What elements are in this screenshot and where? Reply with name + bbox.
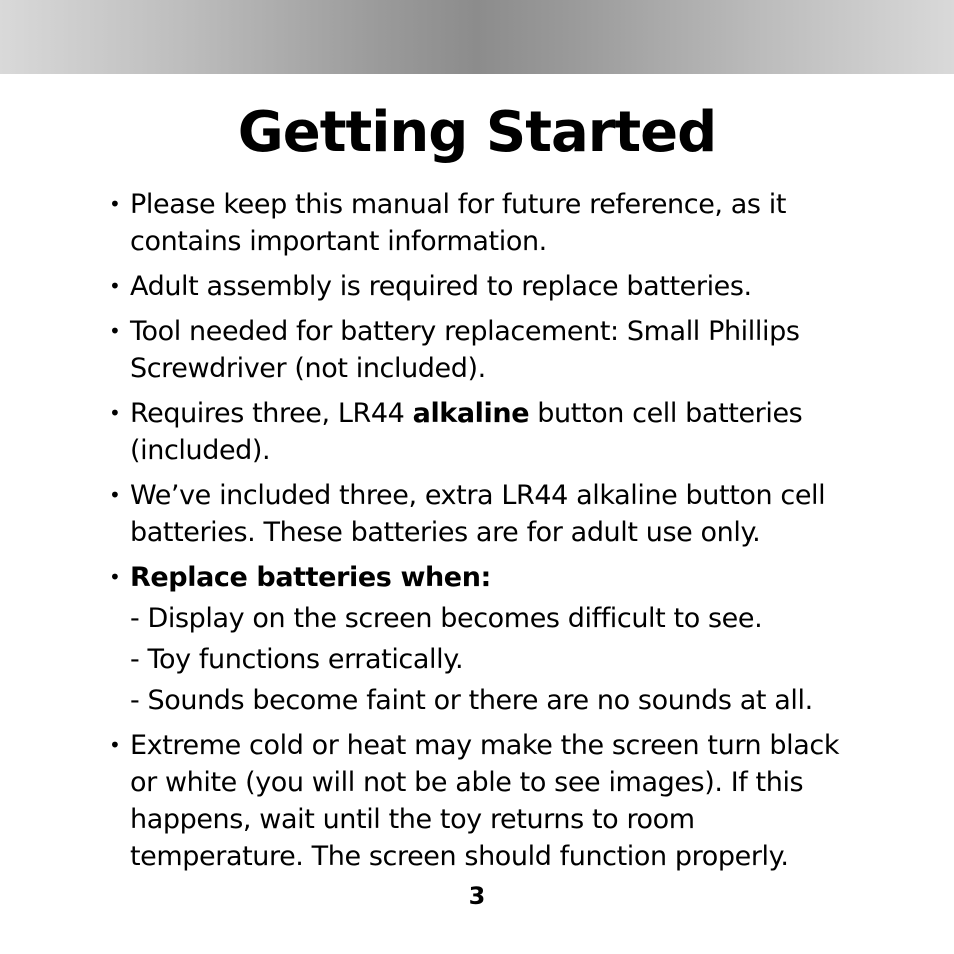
bullet-dot: •	[109, 401, 121, 425]
bullet-text: Extreme cold or heat may make the screen turn black or white (you will not be able to see images). If this happens, wait until the toy returns to room temperature. The screen should function properly.	[130, 730, 840, 872]
bullet-dot: •	[109, 319, 121, 343]
sub-item: - Toy functions erratically.	[130, 644, 464, 675]
header-gradient-bar	[0, 0, 954, 74]
bullet-dot: •	[109, 192, 121, 216]
bullet-list	[106, 186, 856, 883]
page-number: 3	[468, 882, 486, 910]
bullet-text: Tool needed for battery replacement: Small Phillips Screwdriver (not included).	[130, 316, 800, 384]
bullet-text: Please keep this manual for future reference, as it contains important information.	[130, 189, 787, 257]
bullet-item-extreme-temperature	[106, 727, 856, 875]
bullet-dot: •	[109, 274, 121, 298]
bullet-text-emphasis: alkaline	[412, 398, 530, 429]
bullet-dot: •	[109, 565, 121, 589]
bullet-text: We’ve included three, extra LR44 alkaline button cell batteries. These batteries are for adult use only.	[130, 480, 826, 548]
bullet-dot: •	[109, 483, 121, 507]
bullet-item-adult-assembly	[106, 268, 856, 305]
sub-item: - Sounds become faint or there are no sounds at all.	[130, 685, 813, 716]
bullet-text-start: Requires three, LR44	[130, 398, 413, 429]
bullet-item-requires-batteries	[106, 395, 856, 469]
page-title: Getting Started	[237, 100, 717, 165]
bullet-item-replace-when	[106, 559, 856, 719]
bullet-dot: •	[109, 733, 121, 757]
bullet-heading: Replace batteries when:	[130, 562, 491, 593]
bullet-text: Adult assembly is required to replace batteries.	[130, 271, 752, 302]
bullet-item-tool-needed	[106, 313, 856, 387]
bullet-item-extra-batteries	[106, 477, 856, 551]
bullet-item-keep-manual	[106, 186, 856, 260]
bullet-text-end: button cell batteries (included).	[130, 398, 803, 466]
sub-item: - Display on the screen becomes difficult to see.	[130, 603, 763, 634]
